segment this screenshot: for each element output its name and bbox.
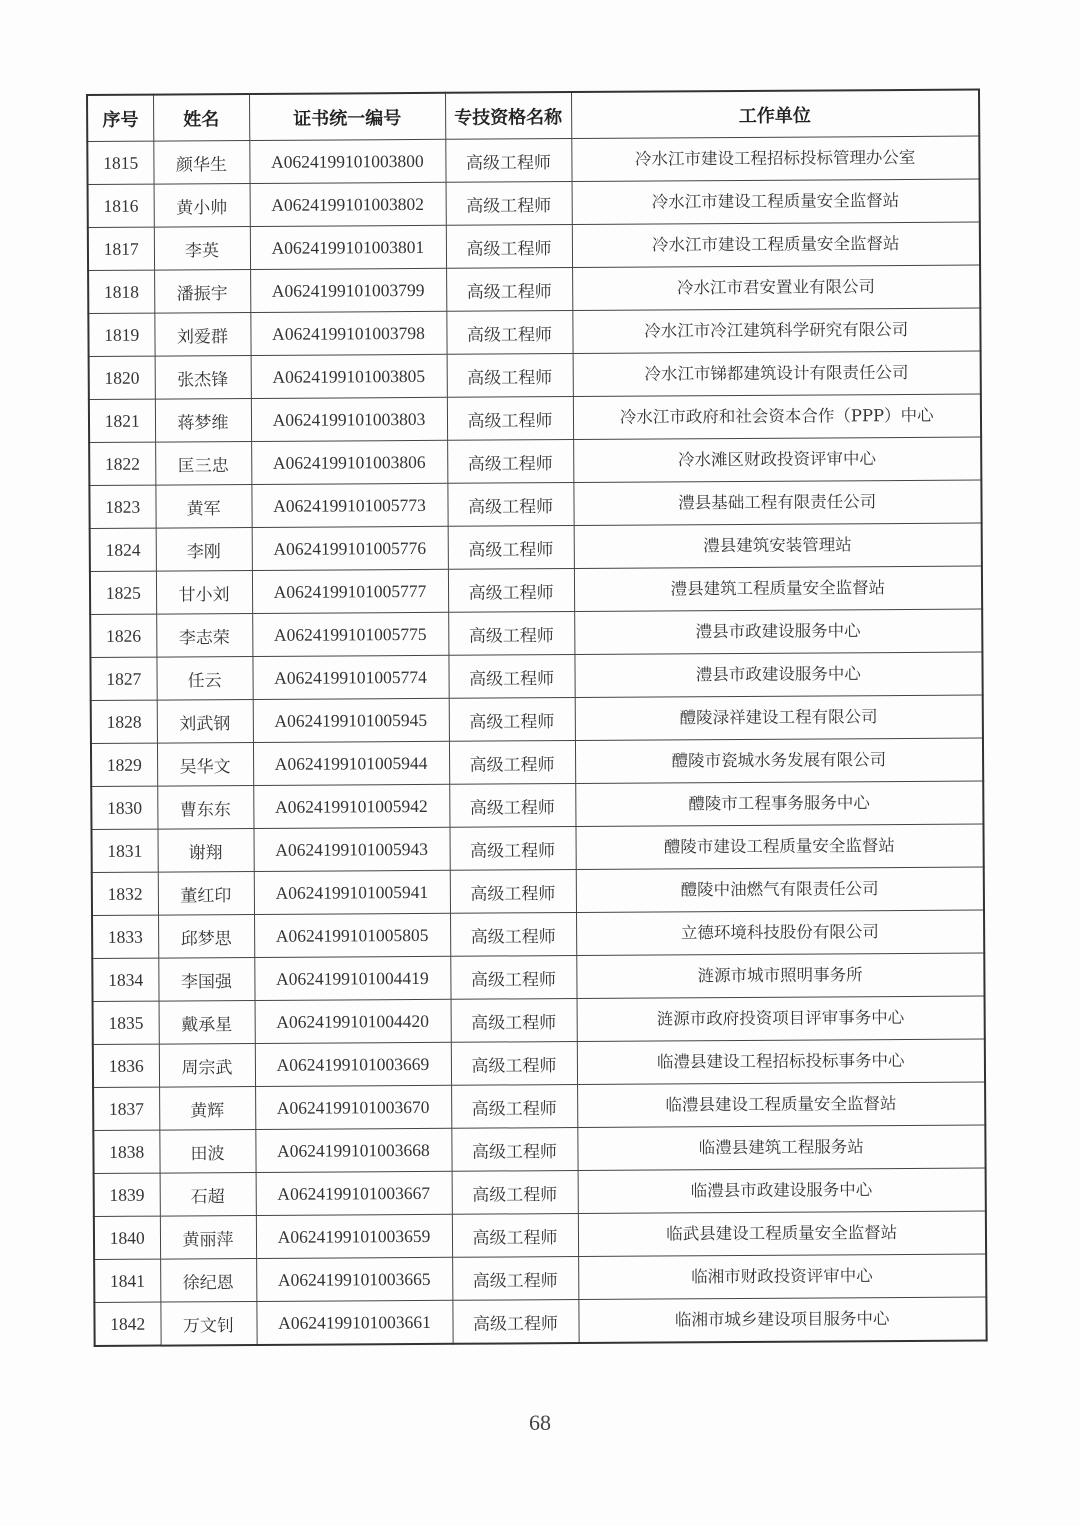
cell-qualification: 高级工程师 (451, 1042, 577, 1086)
cell-serial-number: 1821 (89, 399, 155, 442)
cell-serial-number: 1816 (88, 184, 154, 227)
table-row (89, 394, 981, 442)
cell-certificate-number: A0624199101003802 (250, 182, 446, 226)
table-row (87, 136, 979, 184)
cell-qualification: 高级工程师 (445, 139, 571, 183)
cell-certificate-number: A0624199101003659 (256, 1214, 452, 1258)
cell-certificate-number: A0624199101005773 (251, 483, 447, 527)
cell-certificate-number: A0624199101005944 (253, 741, 449, 785)
table-row (93, 1082, 985, 1130)
cell-serial-number: 1827 (90, 657, 156, 700)
cell-work-unit: 临武县建设工程质量安全监督站 (578, 1211, 986, 1256)
header-certificate-number: 证书统一编号 (249, 93, 445, 141)
cell-name: 蒋梦维 (155, 398, 251, 442)
cell-work-unit: 涟源市政府投资项目评审事务中心 (577, 996, 985, 1041)
table-row (90, 566, 982, 614)
cell-certificate-number: A0624199101003665 (256, 1257, 452, 1301)
table-row (89, 351, 981, 399)
cell-qualification: 高级工程师 (446, 311, 572, 355)
cell-qualification: 高级工程师 (446, 182, 572, 226)
cell-qualification: 高级工程师 (448, 612, 574, 656)
cell-name: 李刚 (156, 527, 252, 571)
table-row (91, 781, 983, 829)
table-row (88, 308, 980, 356)
cell-serial-number: 1834 (92, 958, 158, 1001)
cell-qualification: 高级工程师 (446, 225, 572, 269)
cell-qualification: 高级工程师 (450, 956, 576, 1000)
table-row (93, 1039, 985, 1087)
cell-name: 戴承星 (159, 1000, 255, 1044)
cell-work-unit: 冷水江市建设工程质量安全监督站 (572, 179, 980, 224)
table-row (90, 523, 982, 571)
cell-serial-number: 1836 (93, 1044, 159, 1087)
cell-name: 邱梦思 (158, 914, 254, 958)
cell-serial-number: 1828 (91, 700, 157, 743)
cell-serial-number: 1831 (91, 829, 157, 872)
table-row (92, 867, 984, 915)
cell-serial-number: 1825 (90, 571, 156, 614)
cell-certificate-number: A0624199101003801 (250, 225, 446, 269)
cell-name: 张杰锋 (155, 355, 251, 399)
cell-work-unit: 澧县建筑工程质量安全监督站 (574, 566, 982, 611)
cell-qualification: 高级工程师 (450, 913, 576, 957)
cell-certificate-number: A0624199101004419 (254, 956, 450, 1000)
table-row (94, 1168, 986, 1216)
table-row (92, 953, 984, 1001)
cell-work-unit: 冷水江市君安置业有限公司 (572, 265, 980, 310)
cell-name: 李英 (154, 227, 250, 271)
cell-qualification: 高级工程师 (451, 1085, 577, 1129)
cell-qualification: 高级工程师 (446, 268, 572, 312)
cell-work-unit: 涟源市城市照明事务所 (576, 953, 984, 998)
table-row (94, 1297, 986, 1346)
table-row (91, 824, 983, 872)
table-row (92, 910, 984, 958)
page-number: 68 (529, 1410, 551, 1435)
cell-name: 万文钊 (160, 1301, 256, 1345)
cell-serial-number: 1817 (88, 227, 154, 270)
cell-serial-number: 1835 (93, 1001, 159, 1044)
cell-name: 颜华生 (153, 141, 249, 185)
table-row (93, 996, 985, 1044)
cell-serial-number: 1829 (91, 743, 157, 786)
cell-name: 徐纪恩 (160, 1258, 256, 1302)
cell-name: 黄小帅 (154, 184, 250, 228)
header-work-unit: 工作单位 (571, 90, 979, 139)
cell-work-unit: 澧县基础工程有限责任公司 (573, 480, 981, 525)
cell-qualification: 高级工程师 (450, 870, 576, 914)
cell-certificate-number: A0624199101003661 (256, 1300, 452, 1345)
header-name: 姓名 (153, 94, 249, 141)
cell-serial-number: 1815 (87, 141, 153, 184)
cell-name: 李国强 (158, 957, 254, 1001)
cell-work-unit: 澧县市政建设服务中心 (574, 652, 982, 697)
cell-name: 黄辉 (159, 1086, 255, 1130)
cell-certificate-number: A0624199101005775 (252, 612, 448, 656)
cell-name: 潘振宇 (154, 270, 250, 314)
cell-certificate-number: A0624199101003806 (251, 440, 447, 484)
table-row (94, 1211, 986, 1259)
cell-qualification: 高级工程师 (452, 1171, 578, 1215)
cell-work-unit: 冷水江市锑都建筑设计有限责任公司 (573, 351, 981, 396)
cell-work-unit: 醴陵市工程事务服务中心 (575, 781, 983, 826)
cell-serial-number: 1842 (94, 1302, 160, 1346)
cell-work-unit: 临澧县建设工程招标投标事务中心 (577, 1039, 985, 1084)
cell-work-unit: 临湘市城乡建设项目服务中心 (578, 1297, 986, 1343)
cell-serial-number: 1823 (89, 485, 155, 528)
cell-qualification: 高级工程师 (449, 698, 575, 742)
cell-certificate-number: A0624199101005777 (252, 569, 448, 613)
cell-certificate-number: A0624199101003669 (255, 1042, 451, 1086)
cell-qualification: 高级工程师 (449, 784, 575, 828)
cell-work-unit: 醴陵市建设工程质量安全监督站 (575, 824, 983, 869)
cell-qualification: 高级工程师 (447, 354, 573, 398)
cell-certificate-number: A0624199101003798 (250, 311, 446, 355)
cell-work-unit: 冷水江市冷江建筑科学研究有限公司 (572, 308, 980, 353)
cell-name: 甘小刘 (156, 570, 252, 614)
table-body (87, 136, 986, 1346)
table-container (86, 89, 986, 1347)
cell-qualification: 高级工程师 (448, 526, 574, 570)
table-row (90, 652, 982, 700)
cell-certificate-number: A0624199101005945 (253, 698, 449, 742)
cell-name: 周宗武 (159, 1043, 255, 1087)
cell-serial-number: 1840 (94, 1216, 160, 1259)
cell-qualification: 高级工程师 (452, 1214, 578, 1258)
cell-qualification: 高级工程师 (448, 569, 574, 613)
cell-name: 黄丽萍 (160, 1215, 256, 1259)
cell-qualification: 高级工程师 (447, 483, 573, 527)
cell-certificate-number: A0624199101003805 (251, 354, 447, 398)
cell-qualification: 高级工程师 (452, 1257, 578, 1301)
cell-name: 曹东东 (157, 785, 253, 829)
cell-name: 李志荣 (156, 613, 252, 657)
cell-name: 刘爱群 (154, 313, 250, 357)
cell-qualification: 高级工程师 (449, 827, 575, 871)
table-row (89, 480, 981, 528)
table-row (90, 609, 982, 657)
cell-work-unit: 澧县建筑安装管理站 (574, 523, 982, 568)
cell-certificate-number: A0624199101003799 (250, 268, 446, 312)
cell-certificate-number: A0624199101005943 (253, 827, 449, 871)
cell-serial-number: 1822 (89, 442, 155, 485)
cell-certificate-number: A0624199101004420 (255, 999, 451, 1043)
table-row (88, 265, 980, 313)
cell-name: 吴华文 (157, 742, 253, 786)
cell-name: 田波 (159, 1129, 255, 1173)
cell-certificate-number: A0624199101005774 (252, 655, 448, 699)
cell-serial-number: 1830 (91, 786, 157, 829)
cell-work-unit: 醴陵渌祥建设工程有限公司 (575, 695, 983, 740)
cell-name: 任云 (156, 656, 252, 700)
cell-qualification: 高级工程师 (448, 655, 574, 699)
cell-qualification: 高级工程师 (447, 440, 573, 484)
cell-work-unit: 醴陵中油燃气有限责任公司 (576, 867, 984, 912)
certificate-table (86, 89, 988, 1347)
cell-work-unit: 冷水江市政府和社会资本合作（PPP）中心 (573, 394, 981, 439)
cell-work-unit: 醴陵市瓷城水务发展有限公司 (575, 738, 983, 783)
cell-certificate-number: A0624199101005942 (253, 784, 449, 828)
cell-work-unit: 立德环境科技股份有限公司 (576, 910, 984, 955)
cell-name: 谢翔 (157, 828, 253, 872)
cell-certificate-number: A0624199101003803 (251, 397, 447, 441)
table-row (88, 222, 980, 270)
table-row (91, 738, 983, 786)
cell-work-unit: 澧县市政建设服务中心 (574, 609, 982, 654)
cell-serial-number: 1826 (90, 614, 156, 657)
cell-certificate-number: A0624199101003800 (249, 139, 445, 183)
cell-work-unit: 临湘市财政投资评审中心 (578, 1254, 986, 1299)
cell-serial-number: 1819 (88, 313, 154, 356)
cell-serial-number: 1824 (90, 528, 156, 571)
cell-work-unit: 临澧县市政建设服务中心 (578, 1168, 986, 1213)
cell-serial-number: 1839 (94, 1173, 160, 1216)
cell-name: 匡三忠 (155, 441, 251, 485)
cell-qualification: 高级工程师 (451, 999, 577, 1043)
cell-name: 黄军 (155, 484, 251, 528)
cell-work-unit: 临澧县建筑工程服务站 (577, 1125, 985, 1170)
cell-certificate-number: A0624199101005776 (252, 526, 448, 570)
cell-name: 刘武钢 (157, 699, 253, 743)
table-row (93, 1125, 985, 1173)
table-row (94, 1254, 986, 1302)
cell-serial-number: 1833 (92, 915, 158, 958)
cell-serial-number: 1818 (88, 270, 154, 313)
table-row (91, 695, 983, 743)
header-qualification: 专技资格名称 (445, 92, 571, 139)
table-header-row (87, 90, 979, 142)
cell-serial-number: 1837 (93, 1087, 159, 1130)
cell-serial-number: 1832 (92, 872, 158, 915)
cell-qualification: 高级工程师 (452, 1300, 578, 1344)
cell-qualification: 高级工程师 (447, 397, 573, 441)
cell-certificate-number: A0624199101003667 (256, 1171, 452, 1215)
cell-certificate-number: A0624199101003668 (255, 1128, 451, 1172)
cell-name: 石超 (160, 1172, 256, 1216)
cell-work-unit: 冷水江市建设工程质量安全监督站 (572, 222, 980, 267)
cell-certificate-number: A0624199101003670 (255, 1085, 451, 1129)
cell-serial-number: 1838 (93, 1130, 159, 1173)
cell-work-unit: 冷水滩区财政投资评审中心 (573, 437, 981, 482)
cell-qualification: 高级工程师 (451, 1128, 577, 1172)
cell-serial-number: 1841 (94, 1259, 160, 1302)
table-row (88, 179, 980, 227)
cell-certificate-number: A0624199101005941 (254, 870, 450, 914)
cell-qualification: 高级工程师 (449, 741, 575, 785)
table-row (89, 437, 981, 485)
cell-certificate-number: A0624199101005805 (254, 913, 450, 957)
cell-serial-number: 1820 (89, 356, 155, 399)
cell-name: 董红印 (158, 871, 254, 915)
header-serial-number: 序号 (87, 95, 153, 142)
cell-work-unit: 冷水江市建设工程招标投标管理办公室 (571, 136, 979, 181)
cell-work-unit: 临澧县建设工程质量安全监督站 (577, 1082, 985, 1127)
